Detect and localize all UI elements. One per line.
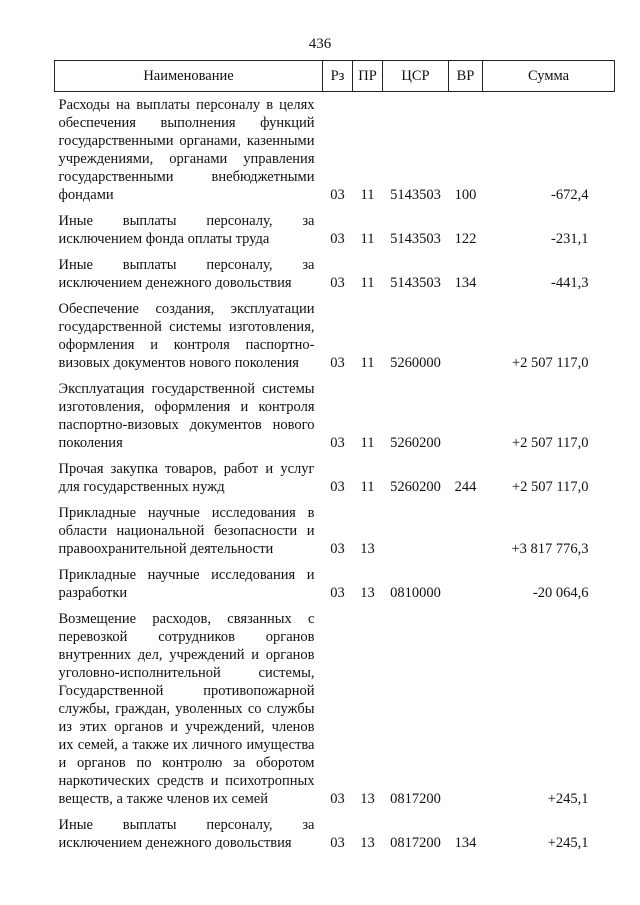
row-name: Расходы на выплаты персоналу в целях обеспечения выполнения функций государственными органами, казенными учреждениями, органами управления государственными внебюджетными фондами xyxy=(58,97,315,203)
row-pr: 11 xyxy=(360,479,375,495)
row-vr: 122 xyxy=(454,231,477,247)
row-csr: 5143503 xyxy=(390,275,441,291)
table-body xyxy=(55,92,615,861)
row-vr: 100 xyxy=(454,187,477,203)
row-name: Эксплуатация государственной системы изготовления, оформления и контроля паспортно-визовых документов нового поколения xyxy=(58,381,315,451)
row-pr: 11 xyxy=(360,187,375,203)
row-name: Обеспечение создания, эксплуатации государственной системы изготовления, оформления и контроля паспортно-визовых документов нового поколения xyxy=(58,301,315,371)
row-pr: 11 xyxy=(360,275,375,291)
row-sum: +245,1 xyxy=(547,835,589,851)
page-number: 436 xyxy=(308,36,332,52)
row-name: Прочая закупка товаров, работ и услуг для государственных нужд xyxy=(58,461,315,495)
row-csr: 5260000 xyxy=(390,355,441,371)
row-vr: 244 xyxy=(454,479,477,495)
table-row xyxy=(55,256,615,300)
row-pr: 11 xyxy=(360,355,375,371)
row-vr xyxy=(449,610,483,816)
row-csr: 5260200 xyxy=(390,479,441,495)
header-vr: ВР xyxy=(449,61,483,92)
row-rz: 03 xyxy=(330,187,345,203)
row-sum: +2 507 117,0 xyxy=(511,355,589,371)
row-sum: -20 064,6 xyxy=(532,585,589,601)
row-name: Возмещение расходов, связанных с перевозкой сотрудников органов внутренних дел, учреждений и органов уголовно-исполнительной системы, Государственной противопожарной службы, граждан, уволенных со службы из этих органов и учреждений, членов их семей, а также их личного имущества и органов по контролю за оборотом наркотических средств и психотропных веществ, а также членов их семей xyxy=(58,611,315,807)
row-name: Иные выплаты персоналу, за исключением денежного довольствия xyxy=(58,257,315,291)
row-rz: 03 xyxy=(330,435,345,451)
row-csr xyxy=(383,504,449,566)
row-rz: 03 xyxy=(330,835,345,851)
row-name: Иные выплаты персоналу, за исключением денежного довольствия xyxy=(58,817,315,851)
header-rz: Рз xyxy=(323,61,353,92)
row-name: Прикладные научные исследования и разработки xyxy=(58,567,315,601)
row-csr: 0817200 xyxy=(390,791,441,807)
row-rz: 03 xyxy=(330,791,345,807)
row-rz: 03 xyxy=(330,231,345,247)
row-rz: 03 xyxy=(330,355,345,371)
header-name: Наименование xyxy=(55,61,323,92)
row-csr: 5260200 xyxy=(390,435,441,451)
table-row xyxy=(55,300,615,380)
table-row xyxy=(55,92,615,213)
row-csr: 5143503 xyxy=(390,187,441,203)
row-sum: -672,4 xyxy=(551,187,589,203)
row-sum: -441,3 xyxy=(551,275,589,291)
row-sum: +2 507 117,0 xyxy=(511,435,589,451)
row-vr xyxy=(449,300,483,380)
header-csr: ЦСР xyxy=(383,61,449,92)
row-csr: 0810000 xyxy=(390,585,441,601)
row-name: Прикладные научные исследования в области национальной безопасности и правоохранительной деятельности xyxy=(58,505,315,557)
row-rz: 03 xyxy=(330,479,345,495)
table-row xyxy=(55,816,615,860)
row-pr: 13 xyxy=(360,791,375,807)
row-rz: 03 xyxy=(330,275,345,291)
table-row xyxy=(55,610,615,816)
row-vr: 134 xyxy=(454,835,477,851)
table-row xyxy=(55,212,615,256)
row-vr: 134 xyxy=(454,275,477,291)
table-header-row xyxy=(55,61,615,92)
row-pr: 11 xyxy=(360,231,375,247)
row-sum: +245,1 xyxy=(547,791,589,807)
row-csr: 5143503 xyxy=(390,231,441,247)
row-sum: +3 817 776,3 xyxy=(511,541,589,557)
table-row xyxy=(55,460,615,504)
row-pr: 13 xyxy=(360,835,375,851)
header-sum: Сумма xyxy=(483,61,615,92)
row-name: Иные выплаты персоналу, за исключением фонда оплаты труда xyxy=(58,213,315,247)
header-pr: ПР xyxy=(353,61,383,92)
row-sum: +2 507 117,0 xyxy=(511,479,589,495)
table-row xyxy=(55,380,615,460)
table-row xyxy=(55,566,615,610)
row-csr: 0817200 xyxy=(390,835,441,851)
budget-table xyxy=(54,60,615,860)
table-row xyxy=(55,504,615,566)
row-pr: 11 xyxy=(360,435,375,451)
row-sum: -231,1 xyxy=(551,231,589,247)
row-pr: 13 xyxy=(360,541,375,557)
row-rz: 03 xyxy=(330,541,345,557)
row-vr xyxy=(449,504,483,566)
row-rz: 03 xyxy=(330,585,345,601)
row-vr xyxy=(449,380,483,460)
row-pr: 13 xyxy=(360,585,375,601)
row-vr xyxy=(449,566,483,610)
